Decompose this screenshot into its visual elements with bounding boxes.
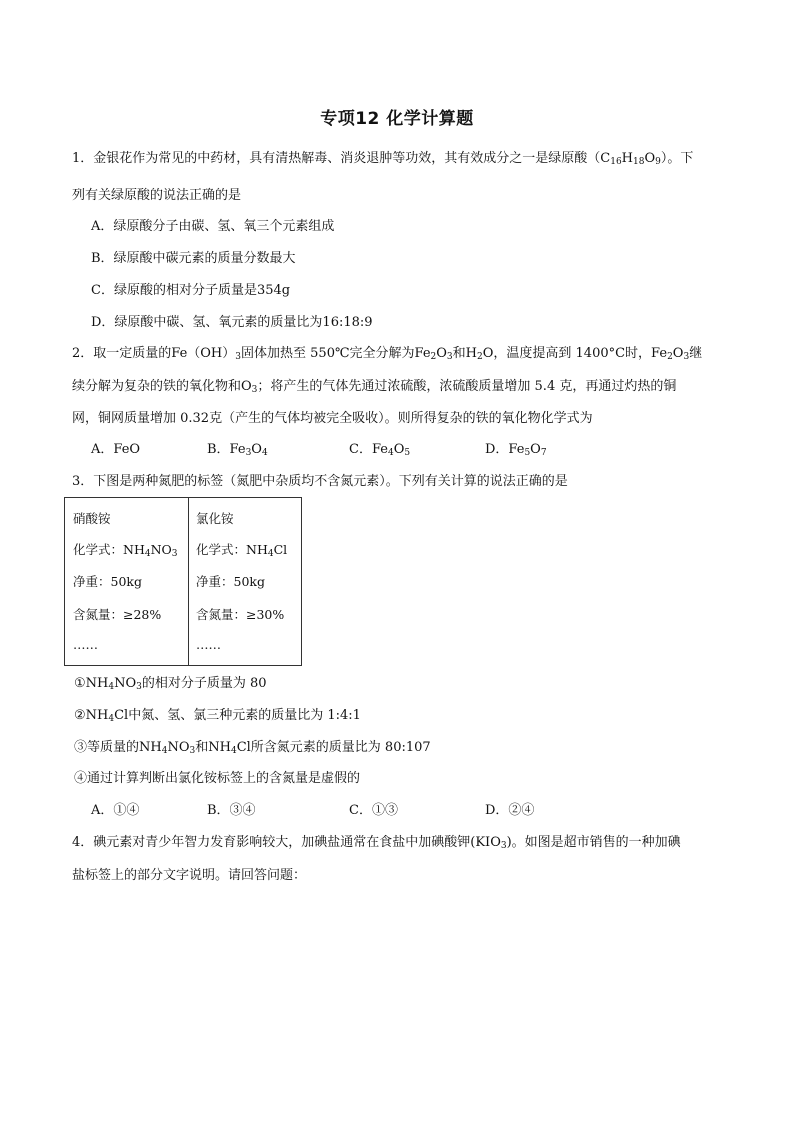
page-title: 专项12 化学计算题 (320, 109, 474, 129)
question-3-stem: 3．下图是两种氮肥的标签（氮肥中杂质均不含氮元素）。下列有关计算的说法正确的是 (72, 474, 568, 489)
label-nitrogen-content: 含氮量：≥28% (73, 607, 162, 622)
label-net-weight: 净重：50kg (196, 574, 265, 589)
question-2-option-a: A．FeO (91, 442, 141, 457)
question-3-statement-2: $②NH_4Cl$中氮、氢、氯三种元素的质量比为 1:4:1 (74, 708, 361, 724)
question-3-statement-4: ④通过计算判断出氯化铵标签上的含氮量是虚假的 (74, 771, 361, 786)
question-2-option-b: B．$Fe_3O_4$ (207, 442, 268, 458)
label-name: 硝酸铵 (73, 511, 111, 526)
question-3-statement-3: ③等质量的$NH_4NO_3$和$NH_4Cl$所含氮元素的质量比为 80:107 (74, 740, 431, 756)
label-nitrogen-content: 含氮量：≥30% (196, 607, 285, 622)
question-4-stem-line-2: 盐标签上的部分文字说明。请回答问题： (72, 868, 307, 883)
question-1-option-d: D．绿原酸中碳、氢、氧元素的质量比为16:18:9 (91, 315, 373, 330)
fertilizer-labels-table (64, 497, 302, 666)
question-1-stem-line-1: 1．金银花作为常见的中药材，具有清热解毒、消炎退肿等功效，其有效成分之一是绿原酸$(C_{16}H_{18}O_9)$。下 (72, 151, 694, 167)
question-2-stem-line-2: 续分解为复杂的铁的氧化物和$O_3$；将产生的气体先通过浓硫酸，浓硫酸质量增加 5.4 克，再通过灼热的铜 (72, 379, 677, 395)
question-3-option-c: C．①③ (349, 803, 398, 818)
question-2-option-c: C．$Fe_4O_5$ (349, 442, 411, 458)
label-net-weight: 净重：50kg (73, 574, 142, 589)
question-3-option-b: B．③④ (207, 803, 256, 818)
label-name: 氯化铵 (196, 511, 234, 526)
question-1-option-c: C．绿原酸的相对分子质量是354g (91, 283, 291, 298)
question-1-option-a: A．绿原酸分子由碳、氢、氧三个元素组成 (91, 219, 335, 234)
question-2-stem-line-3: 网，铜网质量增加 0.32克（产生的气体均被完全吸收）。则所得复杂的铁的氧化物化学式为 (72, 411, 593, 426)
question-4-stem-line-1: 4．碘元素对青少年智力发育影响较大，加碘盐通常在食盐中加碘酸钾$(KIO_3)$。如图是超市销售的一种加碘 (72, 835, 681, 851)
label-ellipsis: …… (196, 637, 221, 652)
question-1-option-b: B．绿原酸中碳元素的质量分数最大 (91, 251, 296, 266)
question-3-option-a: A．①④ (91, 803, 140, 818)
question-3-statement-1: $①NH_4NO_3$的相对分子质量为 80 (74, 676, 267, 692)
table-divider (188, 498, 189, 665)
question-1-stem-line-2: 列有关绿原酸的说法正确的是 (72, 188, 242, 203)
label-formula: 化学式：$NH_4NO_3$ (73, 542, 178, 559)
label-ellipsis: …… (73, 637, 98, 652)
question-3-option-d: D．②④ (485, 803, 535, 818)
question-2-stem-line-1: 2．取一定质量的$Fe(OH)_3$固体加热至 550℃完全分解为$Fe_2O_3$和$H_2O$，温度提高到 1400°C时，$Fe_2O_3$继 (72, 346, 703, 362)
label-formula: 化学式：$NH_4Cl$ (196, 542, 288, 559)
question-2-option-d: D．$Fe_5O_7$ (485, 442, 547, 458)
